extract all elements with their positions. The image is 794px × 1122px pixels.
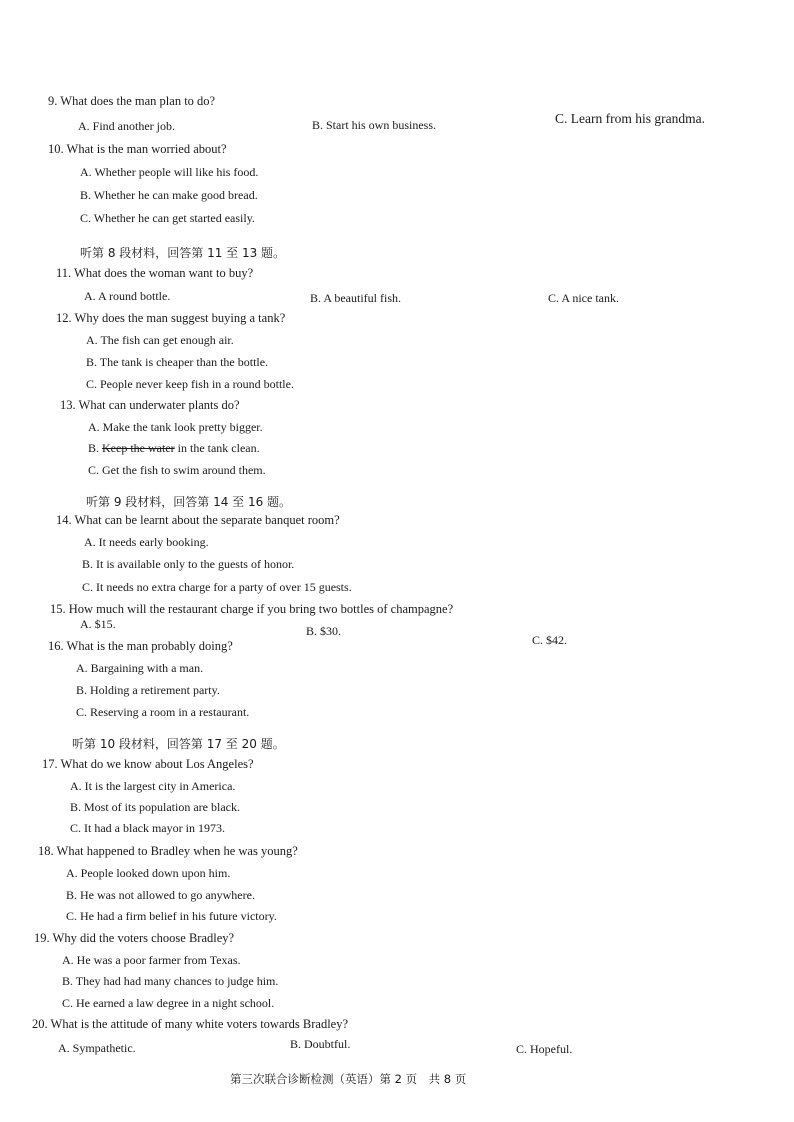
question-9-option-c: C. Learn from his grandma. (555, 111, 705, 126)
question-10-option-b: B. Whether he can make good bread. (80, 188, 258, 202)
question-14-stem: 14. What can be learnt about the separate banquet room? (56, 513, 340, 527)
question-19-option-a: A. He was a poor farmer from Texas. (62, 953, 241, 967)
question-14-option-a: A. It needs early booking. (84, 535, 209, 549)
question-16-option-b: B. Holding a retirement party. (76, 683, 220, 697)
question-11-option-a: A. A round bottle. (84, 289, 171, 303)
question-19-option-c: C. He earned a law degree in a night school. (62, 996, 275, 1010)
question-18-option-a: A. People looked down upon him. (66, 866, 231, 880)
page-footer: 第三次联合诊断检测（英语）第 2 页 共 8 页 (230, 1072, 467, 1086)
question-19-stem: 19. Why did the voters choose Bradley? (34, 931, 235, 945)
question-15-stem: 15. How much will the restaurant charge if you bring two bottles of champagne? (50, 602, 454, 616)
question-13-option-b-struck-text: Keep the water (102, 441, 175, 455)
question-17-option-c: C. It had a black mayor in 1973. (70, 821, 225, 835)
question-17-stem: 17. What do we know about Los Angeles? (42, 757, 254, 771)
question-13-option-b-rest: in the tank clean. (174, 441, 260, 455)
question-15-option-b: B. $30. (306, 624, 342, 638)
question-20-option-b: B. Doubtful. (290, 1037, 351, 1051)
question-9-option-a: A. Find another job. (78, 119, 175, 133)
question-9-stem: 9. What does the man plan to do? (48, 94, 216, 108)
question-20-option-a: A. Sympathetic. (58, 1041, 136, 1055)
question-13-stem: 13. What can underwater plants do? (60, 398, 240, 412)
section-9-instruction: 听第 9 段材料，回答第 14 至 16 题。 (86, 495, 292, 509)
question-12-option-a: A. The fish can get enough air. (86, 333, 234, 347)
question-10-stem: 10. What is the man worried about? (48, 142, 227, 156)
section-10-instruction: 听第 10 段材料，回答第 17 至 20 题。 (72, 737, 285, 751)
question-15-option-c: C. $42. (532, 633, 568, 647)
question-13-option-b-prefix: B. (88, 441, 103, 455)
question-13-option-a: A. Make the tank look pretty bigger. (88, 420, 263, 434)
question-12-option-c: C. People never keep fish in a round bottle. (86, 377, 294, 391)
question-17-option-a: A. It is the largest city in America. (70, 779, 236, 793)
question-17-option-b: B. Most of its population are black. (70, 800, 240, 814)
question-14-option-c: C. It needs no extra charge for a party of over 15 guests. (82, 580, 352, 594)
question-10-option-c: C. Whether he can get started easily. (80, 211, 255, 225)
question-19-option-b: B. They had had many chances to judge him. (62, 974, 279, 988)
question-12-stem: 12. Why does the man suggest buying a tank? (56, 311, 286, 325)
question-11-option-b: B. A beautiful fish. (310, 291, 401, 305)
question-10-option-a: A. Whether people will like his food. (80, 165, 259, 179)
question-12-option-b: B. The tank is cheaper than the bottle. (86, 355, 269, 369)
question-18-stem: 18. What happened to Bradley when he was young? (38, 844, 298, 858)
section-8-instruction: 听第 8 段材料，回答第 11 至 13 题。 (80, 246, 286, 260)
question-20-stem: 20. What is the attitude of many white voters towards Bradley? (32, 1017, 349, 1031)
question-13-option-b (88, 441, 260, 456)
question-14-option-b: B. It is available only to the guests of honor. (82, 557, 295, 571)
question-16-option-a: A. Bargaining with a man. (76, 661, 204, 675)
question-15-option-a: A. $15. (80, 617, 116, 631)
question-20-option-c: C. Hopeful. (516, 1042, 573, 1056)
question-16-stem: 16. What is the man probably doing? (48, 639, 233, 653)
question-11-stem: 11. What does the woman want to buy? (56, 266, 254, 280)
question-13-option-c: C. Get the fish to swim around them. (88, 463, 266, 477)
question-16-option-c: C. Reserving a room in a restaurant. (76, 705, 250, 719)
question-18-option-c: C. He had a firm belief in his future victory. (66, 909, 277, 923)
question-18-option-b: B. He was not allowed to go anywhere. (66, 888, 255, 902)
question-9-option-b: B. Start his own business. (312, 118, 437, 132)
question-11-option-c: C. A nice tank. (548, 291, 619, 305)
